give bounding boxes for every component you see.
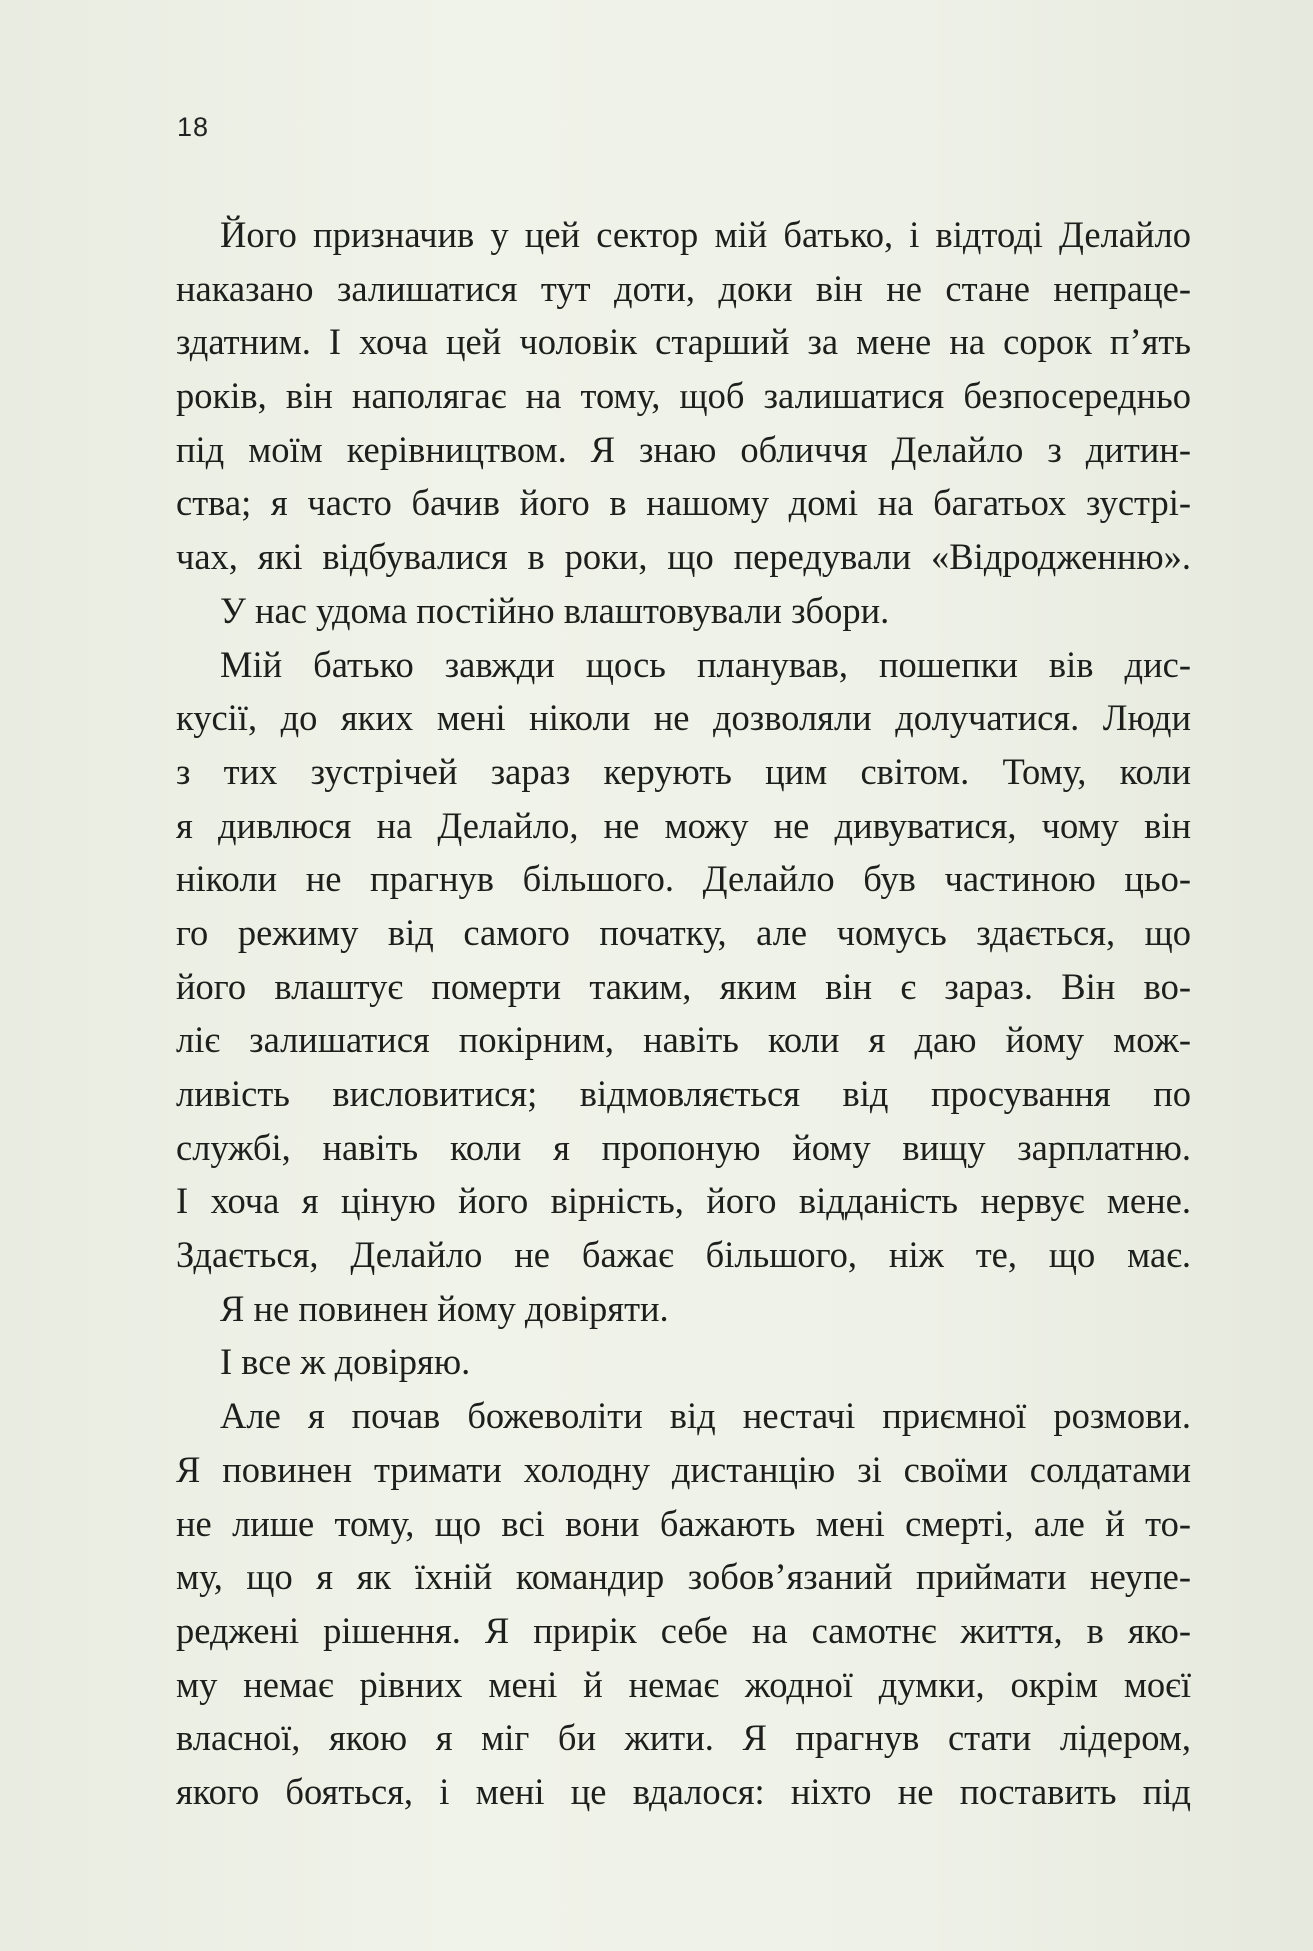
text-line: І хоча я ціную його вірність, його відданість нервує мене. (176, 1180, 1191, 1222)
text-line: ства; я часто бачив його в нашому домі на багатьох зустрі- (176, 482, 1191, 524)
text-line: якого бояться, і мені це вдалося: ніхто не поставить під (176, 1770, 1191, 1812)
text-line: під моїм керівництвом. Я знаю обличчя Делайло з дитин- (176, 428, 1191, 470)
body-text (176, 208, 1191, 1819)
text-line: років, він наполягає на тому, щоб залишатися безпосередньо (176, 375, 1191, 417)
text-line: я дивлюся на Делайло, не можу не дивуватися, чому він (176, 804, 1191, 846)
text-line: службі, навіть коли я пропоную йому вищу зарплатню. (176, 1126, 1191, 1168)
text-line: ливість висловитися; відмовляється від просування по (176, 1073, 1191, 1114)
text-line: з тих зустрічей зараз керують цим світом. Тому, коли (176, 750, 1191, 792)
text-line: чах, які відбувалися в роки, що передували «Відродженню». (176, 536, 1191, 578)
text-line: не лише тому, що всі вони бажають мені смерті, але й то- (176, 1502, 1191, 1544)
text-line: І все ж довіряю. (220, 1341, 471, 1383)
text-line: Я не повинен йому довіряти. (220, 1287, 669, 1329)
text-line: Але я почав божеволіти від нестачі приємної розмови. (220, 1395, 1191, 1437)
text-line: Здається, Делайло не бажає більшого, ніж те, що має. (176, 1234, 1191, 1276)
text-line: його влаштує померти таким, яким він є зараз. Він во- (176, 965, 1191, 1007)
text-line: ліє залишатися покірним, навіть коли я даю йому мож- (176, 1019, 1191, 1061)
text-line: го режиму від самого початку, але чомусь здається, що (176, 911, 1191, 953)
text-line: Його призначив у цей сектор мій батько, і відтоді Делайло (220, 214, 1191, 255)
text-line: реджені рішення. Я прирік себе на самотнє життя, в яко- (176, 1609, 1191, 1651)
text-line: му немає рівних мені й немає жодної думки, окрім моєї (176, 1663, 1191, 1705)
text-line: здатним. І хоча цей чоловік старший за мене на сорок п’ять (176, 321, 1191, 363)
page-number: 18 (177, 112, 210, 142)
text-line: Я повинен тримати холодну дистанцію зі своїми солдатами (176, 1448, 1191, 1490)
text-line: власної, якою я міг би жити. Я прагнув стати лідером, (176, 1717, 1191, 1759)
text-line: ніколи не прагнув більшого. Делайло був частиною цьо- (176, 858, 1191, 900)
text-line: му, що я як їхній командир зобов’язаний приймати неупе- (176, 1556, 1191, 1598)
text-line: Мій батько завжди щось планував, пошепки вів дис- (220, 643, 1191, 685)
text-line: кусії, до яких мені ніколи не дозволяли долучатися. Люди (176, 697, 1191, 739)
text-line: У нас удома постійно влаштовували збори. (220, 589, 890, 631)
text-line: наказано залишатися тут доти, доки він не стане непраце- (176, 267, 1191, 309)
